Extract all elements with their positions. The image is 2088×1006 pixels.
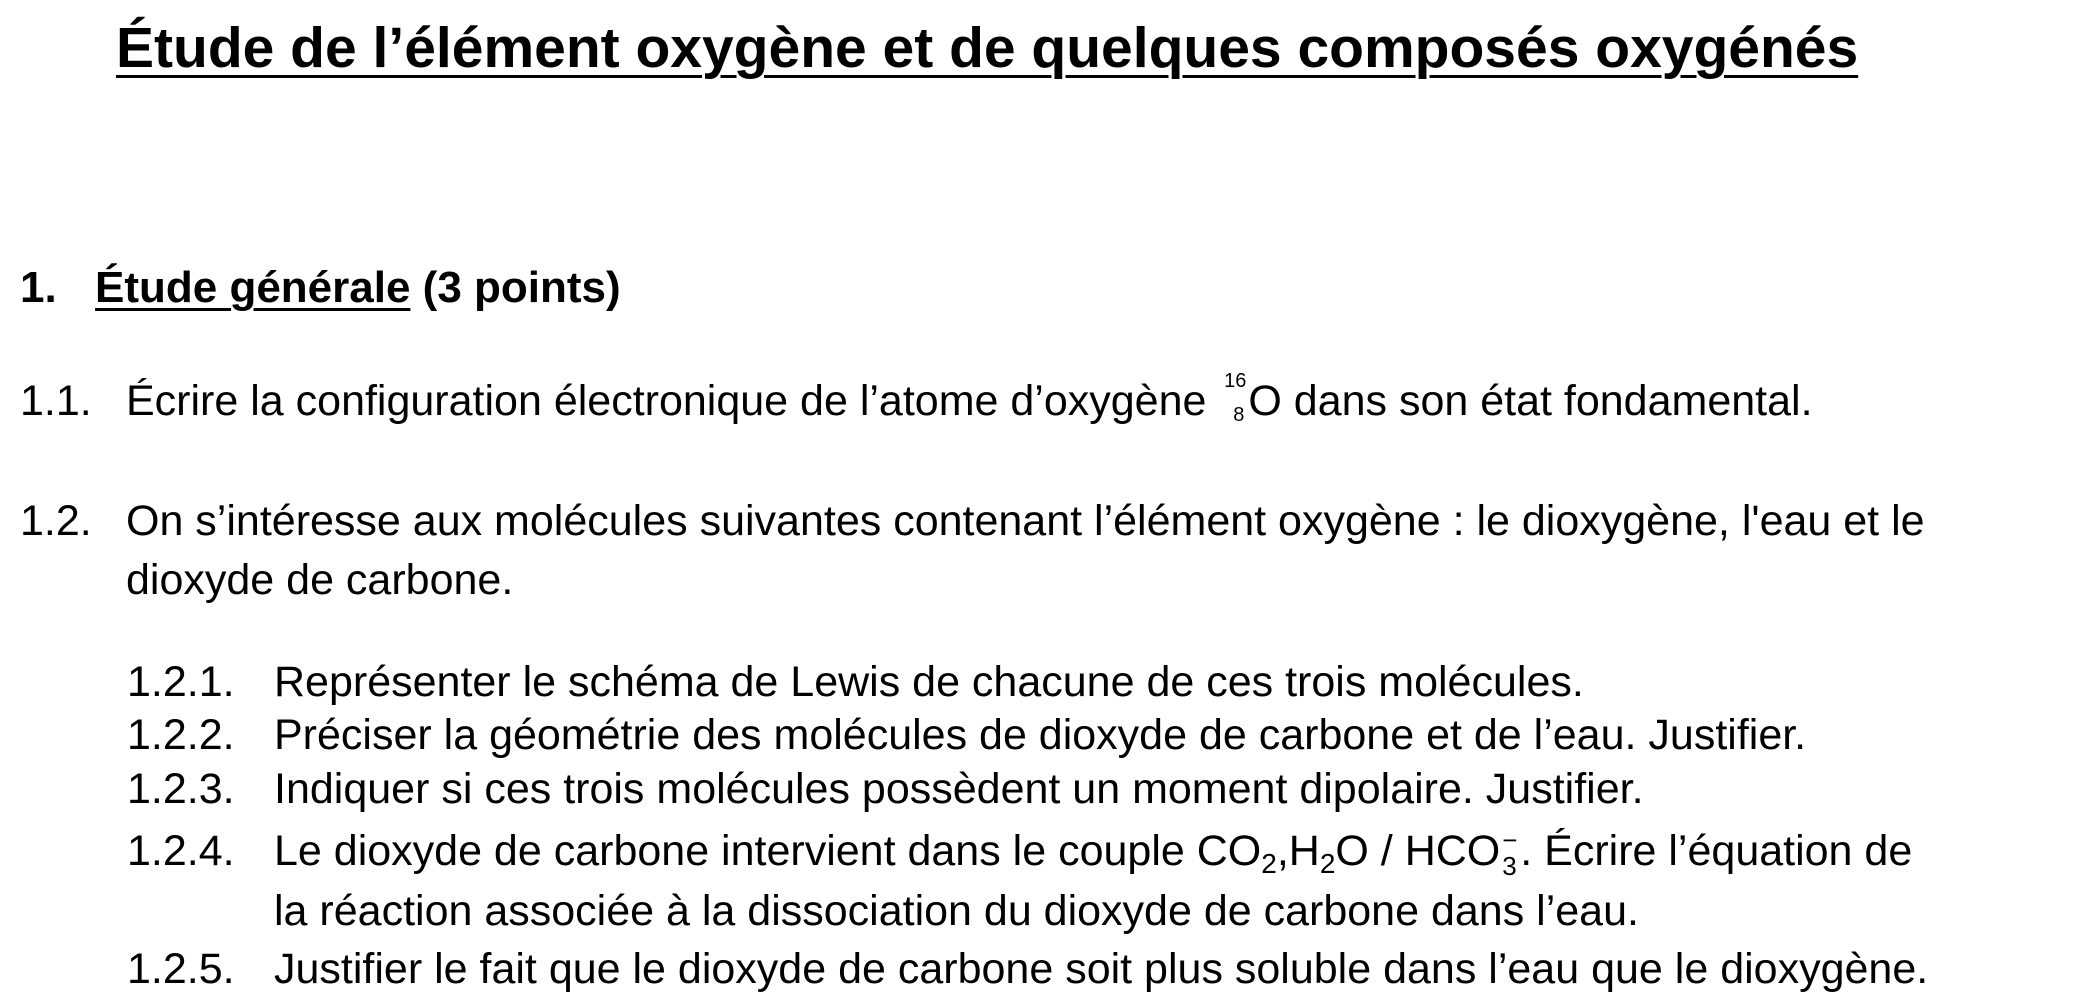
question-text	[274, 825, 1913, 881]
section-number: 1.	[20, 263, 57, 312]
oxygen-nuclide-notation	[1218, 370, 1248, 426]
question-text-line2: dioxyde de carbone.	[126, 556, 514, 604]
question-text: Justifier le fait que le dioxyde de carbone soit plus soluble dans l’eau que le dioxygène.	[274, 945, 1929, 993]
question-number: 1.2.5.	[127, 945, 235, 993]
ion-notation	[1500, 825, 1520, 881]
section-heading	[20, 262, 621, 315]
atomic-number: 8	[1233, 404, 1245, 426]
question-number: 1.2.2.	[127, 711, 235, 759]
question-text-after: dans son état fondamental.	[1281, 377, 1813, 425]
question-text: Représenter le schéma de Lewis de chacune de ces trois molécules.	[274, 658, 1584, 706]
question-number: 1.2.1.	[127, 658, 235, 706]
question-number: 1.2.4.	[127, 827, 235, 875]
mass-number: 16	[1224, 370, 1247, 392]
question-1-2-4-line2	[274, 886, 1639, 938]
question-text-after: . Écrire l’équation de	[1520, 827, 1913, 875]
section-title: Étude générale	[95, 263, 411, 312]
section-points: (3 points)	[410, 263, 621, 312]
formula-o-slash-hco: O / HCO	[1335, 827, 1501, 875]
formula-co-subscript: 2	[1261, 848, 1277, 879]
question-number: 1.2.	[20, 497, 92, 545]
question-text-line1: On s’intéresse aux molécules suivantes contenant l’élément oxygène : le dioxygène, l'eau et le	[126, 497, 1925, 545]
question-number: 1.1.	[20, 377, 92, 425]
ion-charge: −	[1502, 825, 1518, 855]
ion-index: 3	[1502, 851, 1517, 881]
question-text: Indiquer si ces trois molécules possèdent un moment dipolaire. Justifier.	[274, 765, 1644, 813]
question-1-2-line2	[126, 555, 513, 607]
question-text-line2: la réaction associée à la dissociation du dioxyde de carbone dans l’eau.	[274, 887, 1639, 935]
formula-h-subscript: 2	[1319, 848, 1336, 879]
question-text-before: Écrire la configuration électronique de l’atome d’oxygène	[126, 377, 1219, 425]
formula-co: CO	[1196, 827, 1262, 875]
question-text: Préciser la géométrie des molécules de dioxyde de carbone et de l’eau. Justifier.	[274, 711, 1807, 759]
document-title: Étude de l’élément oxygène et de quelques composés oxygénés	[116, 16, 1859, 80]
element-symbol: O	[1248, 377, 1282, 425]
question-text	[126, 370, 1813, 428]
question-text-before: Le dioxyde de carbone intervient dans le couple	[274, 827, 1197, 875]
formula-h: ,H	[1276, 827, 1320, 875]
question-number: 1.2.3.	[127, 765, 235, 813]
